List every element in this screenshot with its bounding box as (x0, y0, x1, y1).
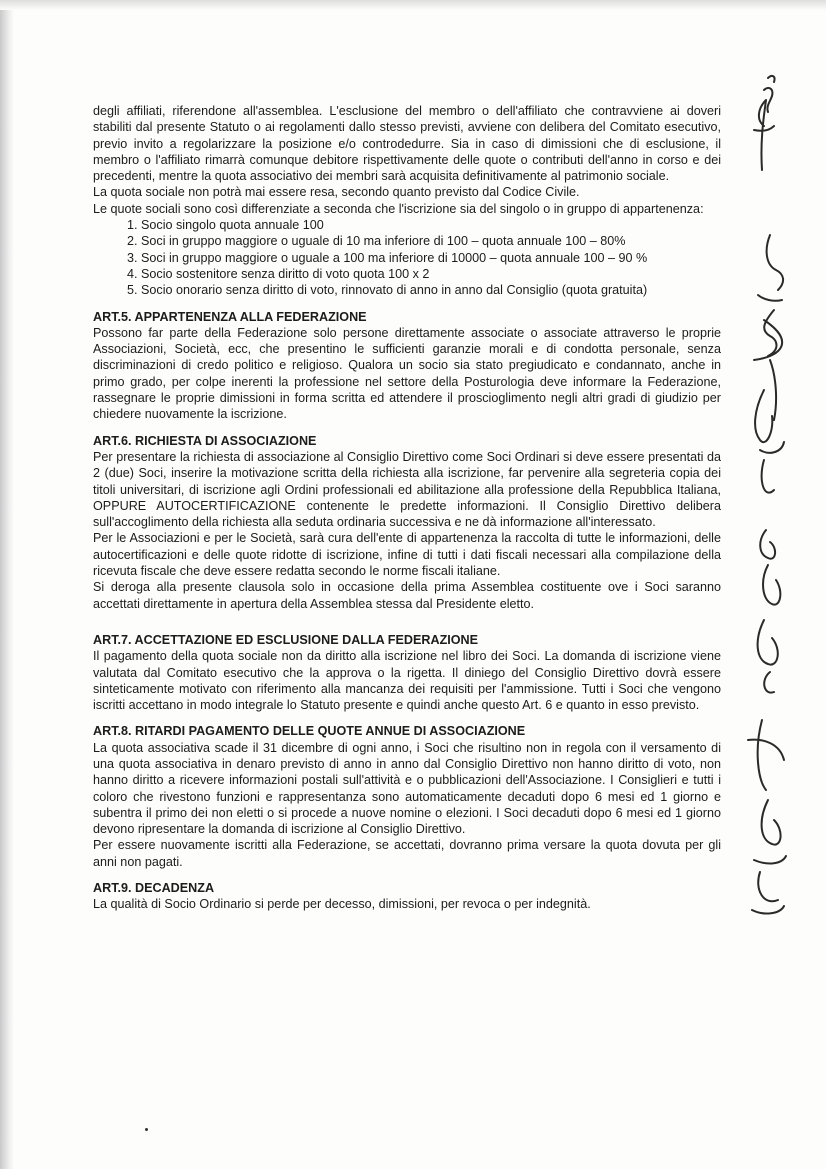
signature-2 (754, 235, 783, 360)
stray-mark (145, 1128, 148, 1131)
list-item: 5. Socio onorario senza diritto di voto, rinnovato di anno in anno dal Consiglio (quota gratuita) (141, 282, 721, 298)
art6-body-1: Per presentare la richiesta di associazione al Consiglio Direttivo come Soci Ordinari si deve essere presentati da 2 (due) Soci, inserire la motivazione scritta della richiesta alla iscrizione, far pervenire alla segreteria copia dei titoli universitari, di iscrizione agli Ordini professionali ed abilitazione alla professione della Repubblica Italiana, OPPURE AUTOCERTIFICAZIONE contenente le predette informazioni. Il Consiglio Direttivo delibera sull'accoglimento della richiesta alla seduta ordinaria successiva e ne dà informazione all'interessato. (93, 449, 721, 530)
art6-body-3: Si deroga alla presente clausola solo in occasione della prima Assemblea costituente ove i Soci saranno accettati direttamente in apertura della Assemblea stessa dal Presidente eletto. (93, 580, 721, 611)
signature-3 (755, 360, 784, 493)
list-item: 3. Soci in gruppo maggiore o uguale a 100 ma inferiore di 10000 – quota annuale 100 – 90 % (141, 250, 721, 266)
art7-body: Il pagamento della quota sociale non da diritto alla iscrizione nel libro dei Soci. La domanda di iscrizione viene valutata dal Comitato esecutivo che la approva o la rigetta. Il diniego del Consiglio Direttivo dovrà essere sinteticamente motivato con riferimento alla mancanza dei requisiti per l'ammissione. Tutti i Soci che vengono iscritti accettano in modo integrale lo Statuto presente e quindi anche questo Art. 6 e quanto in esso previsto. (93, 649, 721, 713)
scan-edge-shadow (0, 0, 14, 1169)
signature-5 (748, 720, 786, 913)
section-gap (93, 612, 721, 632)
list-item: 2. Soci in gruppo maggiore o uguale di 10 ma inferiore di 100 – quota annuale 100 – 80% (141, 233, 721, 249)
intro-paragraph: degli affiliati, riferendone all'assemblea. L'esclusione del membro o dell'affiliato che contravviene ai doveri stabiliti dal presente Statuto o ai regolamenti dallo stesso previsti, avviene con delibera del Comitato esecutivo, previo invito a regolarizzare la posizione e/o controdedurre. Sia in caso di dimissioni che di esclusione, il membro o l'affiliato rimarrà comunque debitore rispettivamente delle quote o contributi dell'anno in corso e dei precedenti, mentre la quota associativo dei membri sarà acquisita definitivamente al patrimonio sociale. (93, 104, 721, 184)
signature-1 (754, 76, 775, 170)
art6-body-2: Per le Associazioni e per le Società, sarà cura dell'ente di appartenenza la raccolta di tutte le informazioni, delle autocertificazioni e delle quote ridotte di iscrizione, infine di tutti i dati fiscali necessari alla compilazione della ricevuta fiscale che deve essere redatta secondo le norme fiscali italiane. (93, 531, 721, 579)
list-item: 4. Socio sostenitore senza diritto di voto quota 100 x 2 (141, 266, 721, 282)
art9-body: La qualità di Socio Ordinario si perde per decesso, dimissioni, per revoca o per indegnità. (93, 897, 591, 912)
art5-heading: ART.5. APPARTENENZA ALLA FEDERAZIONE (93, 309, 367, 324)
art5-body: Possono far parte della Federazione solo persone direttamente associate o associate attraverso le proprie Associazioni, Società, ecc, che presentino le sufficienti garanzie morali e di condotta personale, senza discriminazioni di credo politico e religioso. Qualora un socio sia stato pregiudicato e condannato, anche in primo grado, per colpe inerenti la professione nel settore della Posturologia deve informare la Federazione, rassegnare le proprie dimissioni in forma scritta ed attendere il proscioglimento negli altri gradi di giudizio per chiedere nuovamente la iscrizione. (93, 325, 721, 422)
list-item: 1. Socio singolo quota annuale 100 (141, 217, 721, 233)
quota-paragraph: La quota sociale non potrà mai essere resa, secondo quanto previsto dal Codice Civile. (93, 185, 580, 200)
art8-body-2: Per essere nuovamente iscritti alla Federazione, se accettati, dovranno prima versare la quota dovuta per gli anni non pagati. (93, 838, 721, 869)
quote-list (93, 217, 721, 298)
scan-top-shadow (0, 0, 826, 10)
art8-body-1: La quota associativa scade il 31 dicembre di ogni anno, i Soci che risultino non in regola con il versamento di una quota associativa in denaro previsto di anno in anno dal Consiglio Direttivo non hanno diritto di voto, non hanno diritto a ricevere informazioni postali sull'attività e o pubblicazioni dell'Associazione. I Consiglieri e tutti i coloro che rivestono funzioni e rappresentanza sono automaticamente decaduti dopo 6 mesi ed 1 giorno e subentra il primo dei non eletti o si procede a nuove nomine o elezioni. I Soci decaduti dopo 6 mesi ed 1 giorno devono ripresentare la domanda di iscrizione al Consiglio Direttivo. (93, 740, 721, 837)
quote-intro: Le quote sociali sono così differenziate a seconda che l'iscrizione sia del singolo o in gruppo di appartenenza: (93, 201, 704, 216)
art9-heading: ART.9. DECADENZA (93, 881, 215, 896)
statute-text (93, 103, 721, 913)
art8-heading: ART.8. RITARDI PAGAMENTO DELLE QUOTE ANNUE DI ASSOCIAZIONE (93, 724, 526, 739)
art6-heading: ART.6. RICHIESTA DI ASSOCIAZIONE (93, 433, 317, 448)
signature-4 (758, 530, 781, 693)
art7-heading: ART.7. ACCETTAZIONE ED ESCLUSIONE DALLA FEDERAZIONE (93, 632, 479, 647)
handwritten-signatures (724, 60, 824, 920)
